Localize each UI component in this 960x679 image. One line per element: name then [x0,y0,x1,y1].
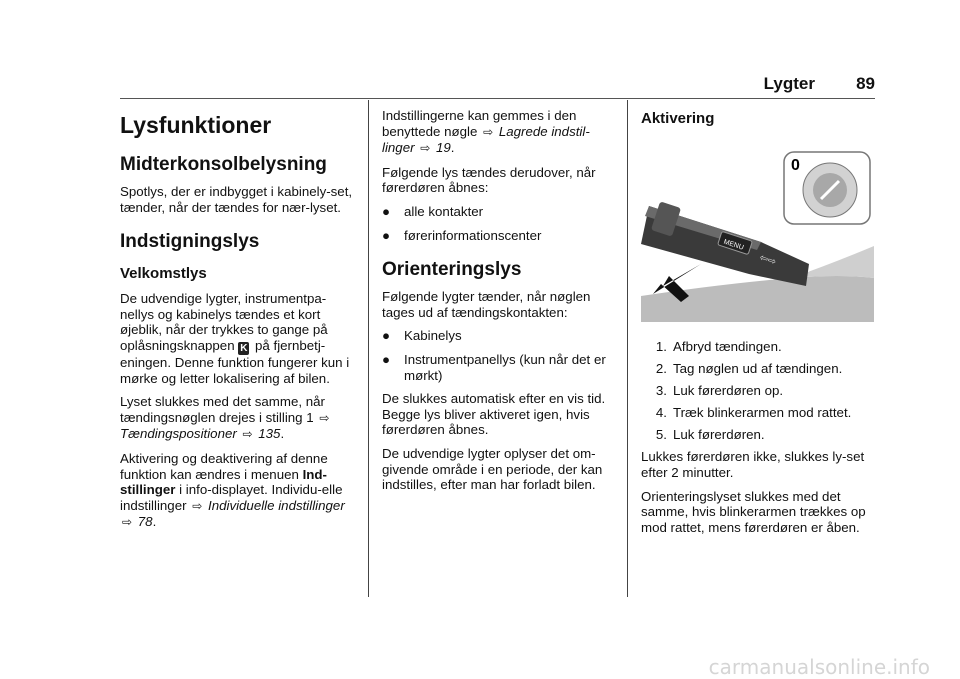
menu-name: Ind-stillinger [120,466,327,498]
reference-arrow-icon: ⇨ [319,410,330,425]
reference-arrow-icon: ⇨ [192,498,203,513]
paragraph: Følgende lys tændes derudover, når førerdøren åbnes: [382,164,596,196]
page-reference: 78 [137,514,153,530]
reference-arrow-icon: ⇨ [242,427,253,442]
ignition-position-label: 0 [791,157,800,174]
page-reference: 135 [258,426,281,442]
section-title-orientering: Orienteringslys [382,259,522,281]
section-title-aktivering: Aktivering [641,110,715,127]
paragraph: Lyset slukkes med det samme, når tændingsnøglen drejes i stilling 1 ⇨ Tændingspositioner ⇨ 135. [120,394,330,442]
list-item: 5. Luk førerdøren. [655,427,765,443]
cross-reference: Lagrede indstil-linger [382,123,590,156]
list-item: 2. Tag nøglen ud af tændingen. [655,361,843,377]
paragraph: De udvendige lygter, instrumentpa-nellys og kabinelys tændes et kort øjeblik, når der trykkes to gange på oplåsningsknappen K på fjernbetj-eningen. Denne funktion fungerer kun i mørke og letter lokalisering af bilen. [120,291,350,386]
reference-arrow-icon: ⇨ [122,515,133,530]
list-item: 4. Træk blinkerarmen mod rattet. [655,405,852,421]
paragraph: Indstillingerne kan gemmes i den benyttede nøgle ⇨ Lagrede indstil-linger ⇨ 19. [382,108,590,156]
turn-signal-lever-figure [641,146,874,322]
page-number: 89 [856,74,875,93]
cross-reference: Tændingspositioner [120,426,237,442]
column-1 [120,98,356,539]
list-item: 3. Luk førerdøren op. [655,383,784,399]
svg-text:⇦⇨: ⇦⇨ [758,252,778,269]
watermark: carmanualsonline.info [708,655,930,679]
section-title-indstigning: Indstigningslys [120,231,260,253]
unlock-key-icon: K [240,342,248,354]
page-header [120,74,875,94]
paragraph: Aktivering og deaktivering af denne funktion kan ændres i menuen Ind-stillinger i info-displayet. Individu-elle indstillinger ⇨ Individuelle indstillinger ⇨ 78. [120,450,345,530]
column-3-steps [641,339,875,543]
column-2 [382,108,616,501]
list-item: 1. Afbryd tændingen. [655,339,782,354]
list-item: ● Kabinelys [382,328,462,344]
column-3 [641,110,875,136]
section-title-midterkonsol: Midterkonsolbelysning [120,154,327,175]
paragraph: Lukkes førerdøren ikke, slukkes ly-set efter 2 minutter. [641,449,865,481]
main-title: Lysfunktioner [120,112,272,138]
running-title: Lygter [763,74,815,93]
list-item: ● alle kontakter [382,203,484,219]
paragraph: De udvendige lygter oplyser det om-givende område i en periode, der kan indstilles, efter man har forladt bilen. [382,445,603,493]
paragraph: De slukkes automatisk efter en vis tid. Begge lys bliver aktiveret igen, hvis førerdøren åbnes. [382,391,606,438]
column-divider-1 [368,100,369,597]
list-item: ● førerinformationscenter [382,227,542,243]
page-reference: 19 [436,140,451,156]
reference-arrow-icon: ⇨ [483,124,494,139]
reference-arrow-icon: ⇨ [420,141,431,156]
list-item: ● Instrumentpanellys (kun når det er mørkt) [382,351,606,383]
section-text: Spotlys, der er indbygget i kabinely-set, tænder, når der tændes for nær-lyset. [120,184,353,215]
cross-reference: Individuelle indstillinger [208,497,345,513]
column-divider-2 [627,100,628,597]
subsection-title-velkomst: Velkomstlys [120,265,207,283]
menu-button-label: MENU [722,238,745,252]
paragraph: Følgende lygter tænder, når nøglen tages ud af tændingskontakten: [382,289,591,320]
paragraph: Orienteringslyset slukkes med det samme, hvis blinkerarmen trækkes op mod rattet, mens førerdøren er åben. [641,488,866,535]
